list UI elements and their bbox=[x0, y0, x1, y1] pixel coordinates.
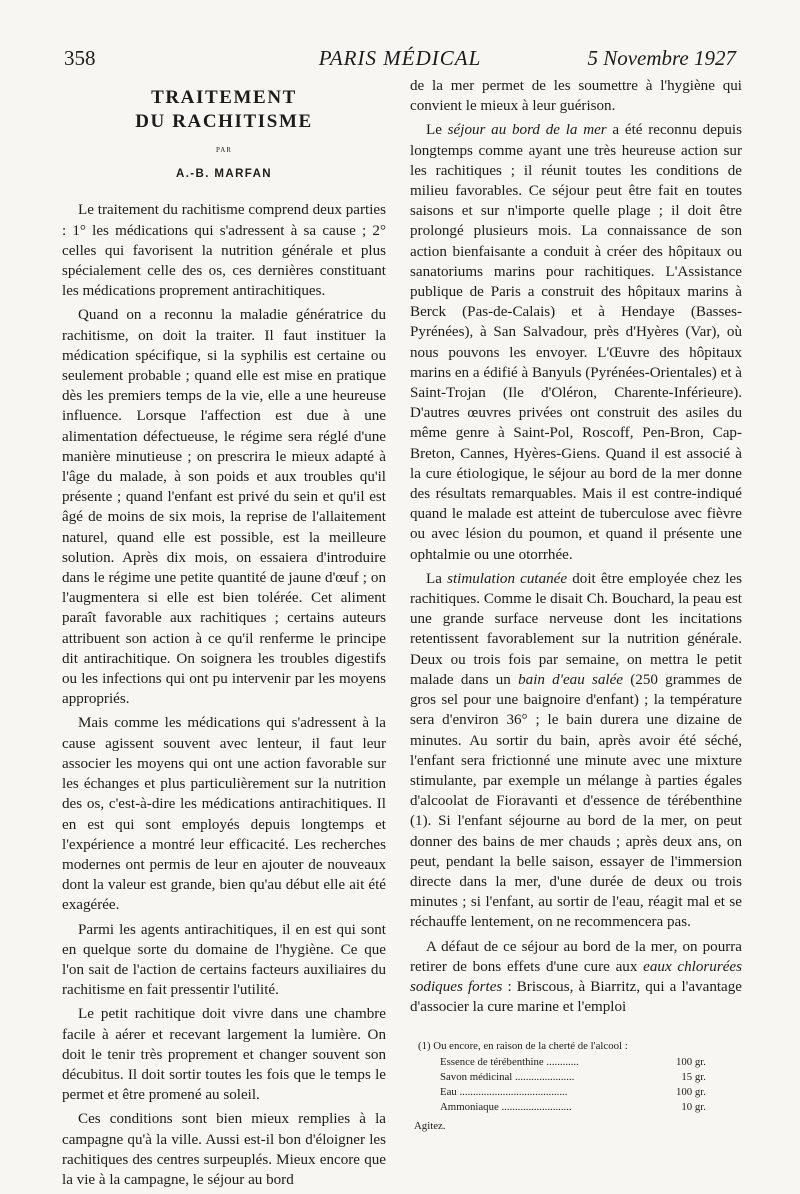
page-number: 358 bbox=[64, 46, 96, 70]
title-line-2: DU RACHITISME bbox=[135, 111, 313, 132]
footnote-intro: (1) Ou encore, en raison de la cherté de l'alcool : bbox=[418, 1040, 628, 1053]
author-name: A.-B. MARFAN bbox=[175, 168, 272, 181]
emphasis: stimulation cutanée bbox=[447, 570, 568, 587]
paragraph: Mais comme les médications qui s'adressent à la cause agissent souvent avec lenteur, il faut leur associer les moyens qui ont une action favorable sur les échanges et plus particulièrement sur la nutrition des os, c'est-à-dire les médications antirachitiques. Il en est qui sont employés depuis longtemps et l'expérience a montré leur efficacité. Les recherches modernes ont permis de leur en ajouter de nouveaux dont la valeur est grande, bien qu'au début elle ait été exagérée. bbox=[62, 715, 386, 914]
left-column bbox=[62, 78, 386, 1194]
paragraph: Parmi les agents antirachitiques, il en est qui sont en quelque sorte du domaine de l'hygiène. Ce que l'on sait de l'action de certains facteurs auxiliaires du rachitisme en fait pressentir l'utilité. bbox=[62, 921, 386, 999]
running-header bbox=[64, 46, 736, 76]
journal-title: PARIS MÉDICAL bbox=[318, 46, 482, 70]
footnote-end: Agitez. bbox=[414, 1120, 446, 1133]
paragraph: Quand on a reconnu la maladie génératrice du rachitisme, on doit la traiter. Il faut instituer la médication spécifique, si la syphilis est certaine ou seulement probable ; quand elle est mise en pratique dès les premiers temps de la vie, elle a une heureuse influence. Lorsque l'affection est due à une alimentation défectueuse, le régime sera réglé d'une manière minutieuse ; on prescrira le mieux adapté à l'âge du malade, à son poids et aux troubles qu'il présente ; quand l'enfant est privé du sein et qu'il est âgé de moins de six mois, la reprise de l'allaitement naturel, quand elle est possible, est la meilleure solution. Après dix mois, on essaiera d'introduire dans le régime une petite quantité de jaune d'œuf ; on l'augmentera si elle est bien tolérée. Cet aliment paraît favorable aux rachitiques ; certains auteurs attribuent son action à ce qu'il renferme le principe dit antirachitique. On soignera les troubles digestifs ou les infections qui ont pu intervenir par les moyens appropriés. bbox=[62, 307, 386, 708]
article-title bbox=[62, 86, 386, 134]
emphasis: eaux chlorurées sodiques fortes bbox=[410, 958, 742, 995]
paragraph: La stimulation cutanée doit être employée chez les rachitiques. Comme le disait Ch. Bouchard, la peau est une grande surface nerveuse dont les incitations retentissent favorablement sur la nutrition générale. Deux ou trois fois par semaine, on mettra le petit malade dans un bain d'eau salée (250 grammes de gros sel pour une baignoire d'enfant) ; la température sera d'environ 36° ; le bain durera une dizaine de minutes. Au sortir du bain, après avoir été séché, l'enfant sera frictionné une minute avec une mixture stimulante, par exemple un mélange à parties égales d'alcoolat de Fioravanti et d'essence de térébenthine (1). Si l'enfant séjourne au bord de la mer, on peut donner des bains de mer chauds ; après deux ans, on peut, pendant la belle saison, essayer de l'immersion directe dans la mer, d'une durée de deux ou trois minutes ; si l'enfant, au sortir de l'eau, réagit mal et se réchauffe lentement, on ne recommencera pas. bbox=[410, 570, 742, 931]
footnote-row: Eau ........................................ 100 gr. bbox=[440, 1086, 706, 1099]
paragraph: Le traitement du rachitisme comprend deux parties : 1° les médications qui s'adressent à sa cause ; 2° celles qui favorisent la nutrition générale et plus spécialement celle des os, ces dernières constituant les médications proprement antirachitiques. bbox=[62, 202, 386, 300]
footnote-row: Savon médicinal ...................... 15 gr. bbox=[440, 1071, 706, 1084]
paragraph: Le séjour au bord de la mer a été reconnu depuis longtemps comme ayant une très heureuse action sur les rachitiques ; il réunit toutes les conditions de milieu favorables. Ce séjour peut être fait en toutes saisons et sur n'importe quelle plage ; il doit être prolongé plusieurs mois. La connaissance de son action bienfaisante a conduit à créer des hôpitaux ou sanatoriums marins pour rachitiques. L'Assistance publique de Paris a construit des hôpitaux marins à Berck (Pas-de-Calais) et à Hendaye (Basses-Pyrénées), à San Salvadour, près d'Hyères (Var), où nous pouvons les envoyer. L'Œuvre des hôpitaux marins en a édifié à Banyuls (Pyrénées-Orientales) et à Saint-Trojan (Ile d'Oléron, Charente-Inférieure). D'autres œuvres privées ont construit des asiles du même genre à Saint-Pol, Roscoff, Pen-Bron, Cap-Breton, Cannes, Hyères-Giens. Quand il est associé à la cure étiologique, le séjour au bord de la mer donne des résultats remarquables. Mais il est contre-indiqué quand le malade est atteint de tuberculose avec fièvre ou avec lésion du poumon, et quand il présente une ophtalmie ou une otorrhée. bbox=[410, 122, 742, 563]
emphasis: séjour au bord de la mer bbox=[447, 122, 607, 139]
byline-par: PAR bbox=[216, 146, 232, 154]
footnote bbox=[410, 1039, 742, 1134]
footnote-row: Essence de térébenthine ............ 100 gr. bbox=[440, 1056, 706, 1069]
paragraph: Le petit rachitique doit vivre dans une chambre facile à aérer et recevant largement la lumière. On doit le tenir très proprement et changer souvent son décubitus. Il doit sortir toutes les fois que le temps le permet et être promené au soleil. bbox=[62, 1006, 386, 1104]
paragraph: A défaut de ce séjour au bord de la mer, on pourra retirer de bons effets d'une cure aux eaux chlorurées sodiques fortes : Briscous, à Biarritz, qui a l'avantage d'associer la cure marine et l'emploi bbox=[410, 938, 743, 1016]
issue-date: 5 Novembre 1927 bbox=[587, 46, 736, 70]
paragraph: Ces conditions sont bien mieux remplies à la campagne qu'à la ville. Aussi est-il bon d'éloigner les rachitiques des centres surpeuplés. Mieux encore que la vie à la campagne, le séjour au bord bbox=[62, 1111, 386, 1188]
footnote-row: Ammoniaque .......................... 10 gr. bbox=[440, 1101, 706, 1114]
emphasis: bain d'eau salée bbox=[518, 671, 624, 688]
paragraph-continued: de la mer permet de les soumettre à l'hygiène qui convient le mieux à leur guérison. bbox=[410, 78, 742, 115]
title-line-1: TRAITEMENT bbox=[151, 87, 297, 108]
right-column bbox=[410, 76, 742, 1134]
